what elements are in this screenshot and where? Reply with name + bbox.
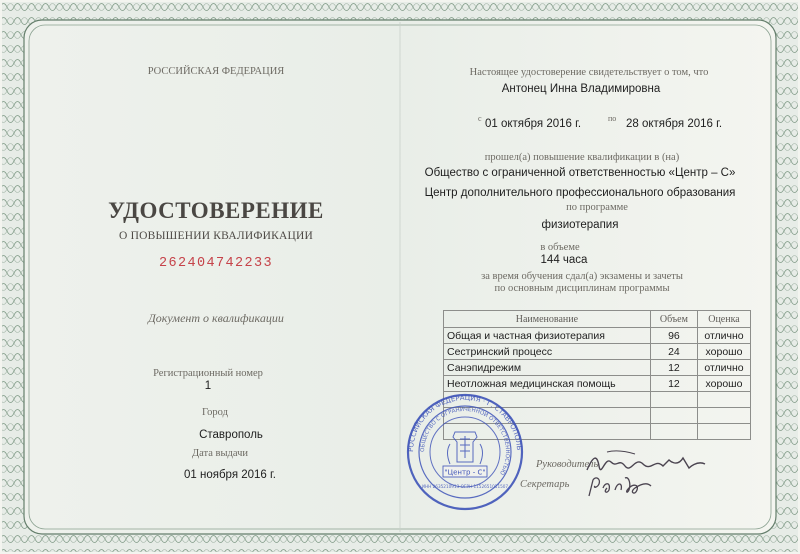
seal-bottom-text: ИНН 2635210913 ОГРН 1152651011507 (421, 484, 509, 489)
document-type-note: Документ о квалификации (148, 311, 284, 325)
official-seal (405, 392, 525, 512)
from-label: с (478, 114, 482, 123)
to-date: 28 октября 2016 г. (626, 118, 723, 130)
subject-name: Санэпидрежим (444, 360, 651, 376)
subject-grade: отлично (698, 328, 751, 344)
subject-volume (650, 392, 697, 408)
subject-volume: 12 (650, 360, 697, 376)
serial-number: 262404742233 (158, 256, 274, 271)
subject-volume: 96 (650, 328, 697, 344)
registration-value: 1 (204, 380, 212, 392)
registration-label: Регистрационный номер (153, 368, 263, 379)
city-value: Ставрополь (199, 429, 263, 441)
subject-grade: отлично (698, 360, 751, 376)
intro-text: Настоящее удостоверение свидетельствует о том, что (469, 67, 709, 78)
subject-grade (698, 408, 751, 424)
seal-center-name: "Центр - С" (444, 468, 486, 477)
table-header-row (444, 311, 751, 328)
program-label: по программе (566, 202, 628, 213)
volume-value: 144 часа (540, 254, 588, 266)
certificate-title: УДОСТОВЕРЕНИЕ (108, 198, 324, 223)
table-row (444, 360, 751, 376)
organization-line-1: Общество с ограниченной ответственностью «Центр – С» (424, 167, 736, 179)
city-label: Город (202, 407, 228, 418)
subject-grade: хорошо (698, 376, 751, 392)
exam-text-line-1: за время обучения сдал(а) экзамены и зачеты (481, 271, 683, 282)
subject-grade (698, 392, 751, 408)
program-name: физиотерапия (541, 219, 619, 231)
table-row (444, 376, 751, 392)
seal-outer-text: РОССИЙСКАЯ ФЕДЕРАЦИЯ · Г. СТАВРОПОЛЬ (406, 393, 524, 453)
from-date: 01 октября 2016 г. (485, 118, 582, 130)
subject-name: Неотложная медицинская помощь (444, 376, 651, 392)
volume-label: в объеме (540, 242, 580, 253)
holder-name: Антонец Инна Владимировна (501, 83, 661, 95)
subject-name: Сестринский процесс (444, 344, 651, 360)
header-name: Наименование (444, 311, 651, 328)
organization-line-2: Центр дополнительного профессионального образования (424, 187, 736, 199)
director-label: Руководитель (536, 459, 599, 470)
seal-inner-text: ОБЩЕСТВО С ОГРАНИЧЕННОЙ ОТВЕТСТВЕННОСТЬЮ (419, 406, 511, 476)
passed-text: прошел(а) повышение квалификации в (на) (484, 152, 680, 163)
certificate-subtitle: О ПОВЫШЕНИИ КВАЛИФИКАЦИИ (118, 230, 314, 242)
header-grade: Оценка (698, 311, 751, 328)
table-row (444, 328, 751, 344)
subject-volume (650, 408, 697, 424)
subject-grade (698, 424, 751, 440)
subject-name: Общая и частная физиотерапия (444, 328, 651, 344)
subject-volume: 24 (650, 344, 697, 360)
issue-date-label: Дата выдачи (191, 448, 249, 459)
country-label: РОССИЙСКАЯ ФЕДЕРАЦИЯ (147, 66, 285, 77)
secretary-label: Секретарь (520, 479, 570, 490)
exam-text-line-2: по основным дисциплинам программы (494, 283, 670, 294)
header-volume: Объем (650, 311, 697, 328)
to-label: по (608, 114, 617, 123)
secretary-signature-icon (585, 470, 665, 500)
table-row (444, 344, 751, 360)
subject-volume: 12 (650, 376, 697, 392)
issue-date-value: 01 ноября 2016 г. (184, 469, 276, 481)
subject-volume (650, 424, 697, 440)
subject-grade: хорошо (698, 344, 751, 360)
